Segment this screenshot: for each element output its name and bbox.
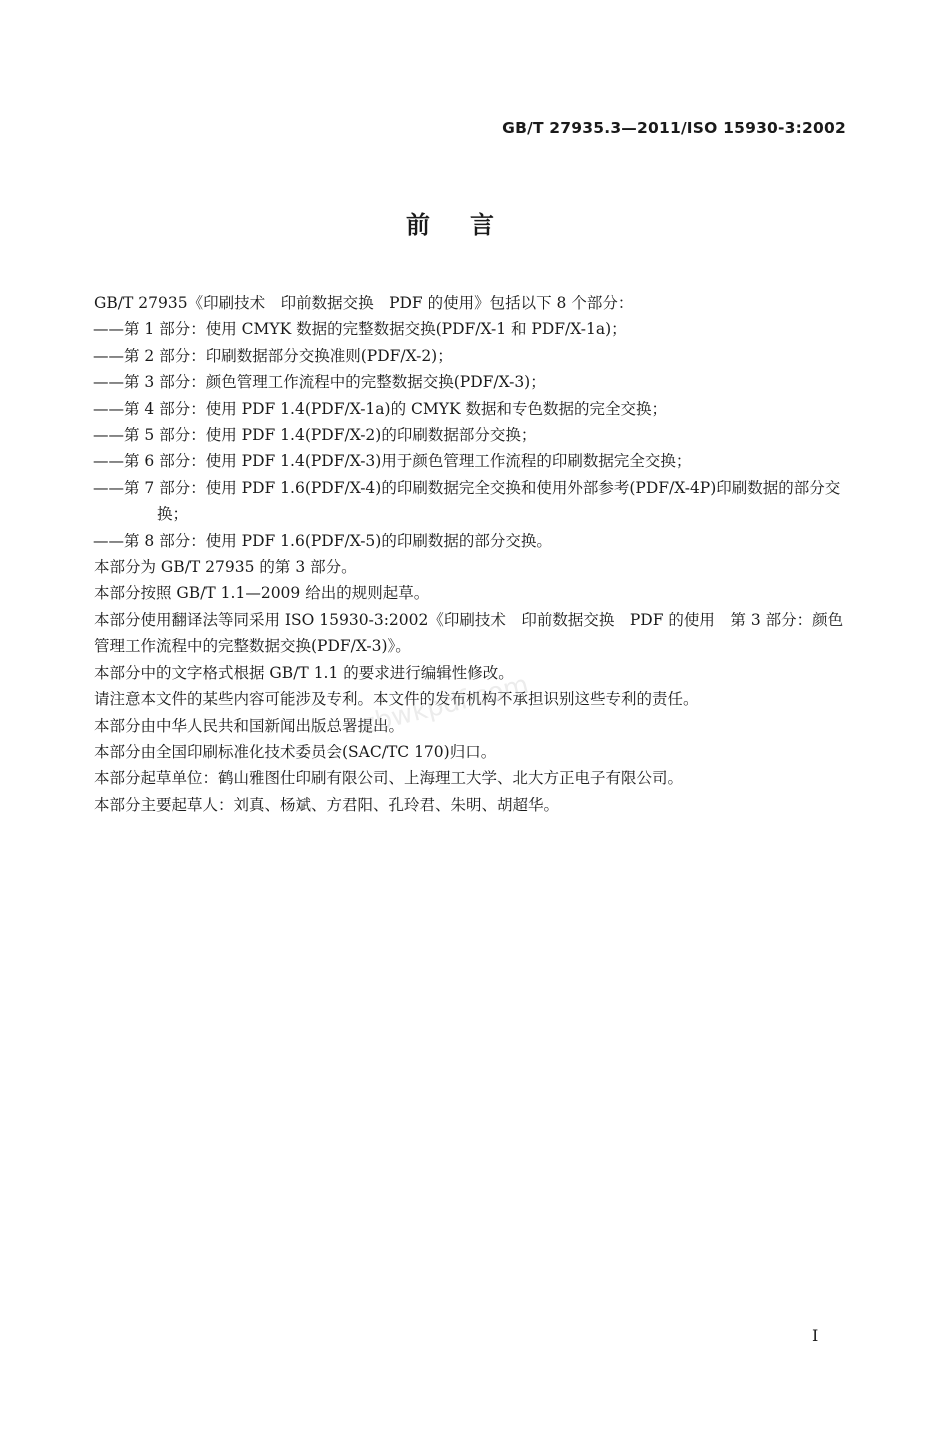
standard-code: GB/T 27935.3—2011/ISO 15930-3:2002 (502, 119, 846, 137)
watermark: zbwkpdf.com (358, 669, 532, 741)
intro-paragraph: GB/T 27935《印刷技术 印前数据交换 PDF 的使用》包括以下 8 个部分： (94, 294, 634, 312)
body-paragraph: 本部分中的文字格式根据 GB/T 1.1 的要求进行编辑性修改。 (94, 663, 514, 682)
body-paragraph: 本部分主要起草人：刘真、杨斌、方君阳、孔玲君、朱明、胡超华。 (94, 795, 560, 814)
list-item: ——第 6 部分：使用 PDF 1.4(PDF/X-3)用于颜色管理工作流程的印刷数据完全交换； (93, 452, 692, 471)
list-item: ——第 1 部分：使用 CMYK 数据的完整数据交换(PDF/X-1 和 PDF/X-1a)； (93, 320, 627, 339)
page-title: 前言 (406, 211, 534, 239)
list-item: ——第 8 部分：使用 PDF 1.6(PDF/X-5)的印刷数据的部分交换。 (93, 531, 552, 550)
foreword-body (62, 290, 852, 818)
list-item: ——第 2 部分：印刷数据部分交换准则(PDF/X-2)； (93, 346, 453, 365)
body-paragraph: 本部分起草单位：鹤山雅图仕印刷有限公司、上海理工大学、北大方正电子有限公司。 (94, 769, 684, 788)
list-item: ——第 5 部分：使用 PDF 1.4(PDF/X-2)的印刷数据部分交换； (93, 426, 537, 445)
list-item: ——第 4 部分：使用 PDF 1.4(PDF/X-1a)的 CMYK 数据和专色数据的完全交换； (93, 399, 667, 418)
body-paragraph: 请注意本文件的某些内容可能涉及专利。本文件的发布机构不承担识别这些专利的责任。 (94, 690, 699, 709)
body-paragraph: 本部分按照 GB/T 1.1—2009 给出的规则起草。 (94, 584, 430, 603)
body-paragraph: 本部分为 GB/T 27935 的第 3 部分。 (94, 558, 357, 577)
body-paragraph: 本部分使用翻译法等同采用 ISO 15930-3:2002《印刷技术 印前数据交换 PDF 的使用 第 3 部分：颜色管理工作流程中的完整数据交换(PDF/X-3)》。 (94, 610, 844, 656)
list-item: ——第 3 部分：颜色管理工作流程中的完整数据交换(PDF/X-3)； (93, 373, 546, 392)
page-number: I (812, 1326, 819, 1345)
body-paragraph: 本部分由中华人民共和国新闻出版总署提出。 (94, 716, 405, 735)
body-paragraph: 本部分由全国印刷标准化技术委员会(SAC/TC 170)归口。 (94, 742, 497, 761)
list-item: ——第 7 部分：使用 PDF 1.6(PDF/X-4)的印刷数据完全交换和使用外部参考(PDF/X-4P)印刷数据的部分交换； (93, 478, 841, 524)
